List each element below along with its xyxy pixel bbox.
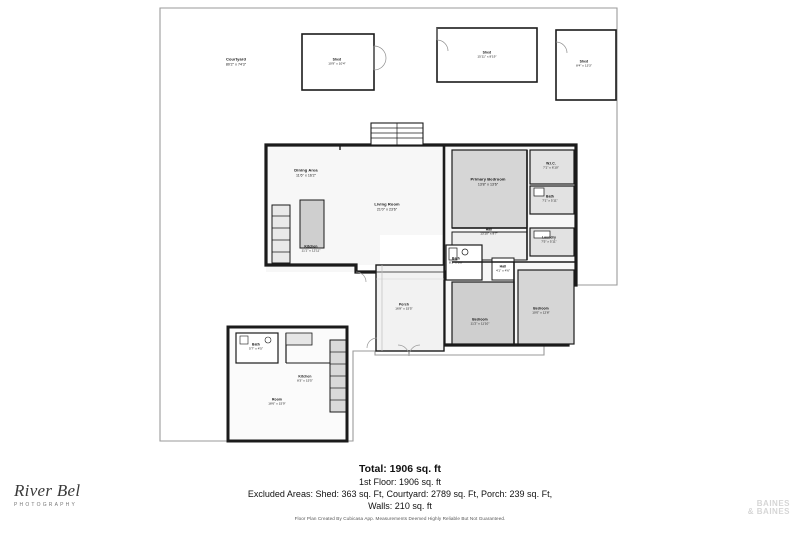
room-name: Porch — [398, 302, 410, 307]
room-name: Dining Area — [294, 167, 318, 173]
walls-area: Walls: 210 sq. ft — [368, 501, 432, 512]
room-dimensions: 11'1" x 12'11" — [301, 248, 321, 253]
room-name: Room — [271, 397, 282, 402]
guest-structure — [228, 327, 347, 441]
photographer-brand-name: River Bel — [14, 481, 81, 500]
plan-credit: Floor Plan Created By Cubicasa App. Measurements Deemed Highly Reliable But Not Guaranteed. — [294, 516, 506, 521]
room-dimensions: 10'0" x 12'8" — [532, 310, 550, 315]
room-dimensions: 11'6" x 16'2" — [295, 173, 317, 178]
room-name: Shed — [482, 50, 492, 55]
first-floor-area: 1st Floor: 1906 sq. ft — [358, 477, 442, 488]
room-dimensions: 7'5" x 5'11" — [541, 239, 557, 244]
house-gray-fills — [446, 150, 574, 344]
room-dimensions: 80'2" x 74'3" — [225, 62, 247, 67]
total-area: Total: 1906 sq. ft — [358, 463, 442, 475]
watermark-line-2: & BAINES — [747, 507, 790, 516]
room-name: Bath — [452, 256, 460, 261]
room-name: Bath — [546, 194, 554, 199]
shed-2 — [437, 28, 537, 82]
excluded-areas: Excluded Areas: Shed: 363 sq. Ft, Courtyard: 2789 sq. Ft, Porch: 239 sq. Ft, — [247, 489, 553, 500]
room-name: Kitchen — [304, 244, 318, 249]
room-name: Bedroom — [472, 317, 488, 322]
watermark-logo — [748, 500, 790, 516]
room-name: Shed — [332, 57, 342, 62]
room-name: Laundry — [541, 235, 557, 240]
room-dimensions: 18'6" x 15'9" — [268, 401, 286, 406]
room-name: W.I.C. — [546, 161, 556, 166]
photographer-brand-subtitle: PHOTOGRAPHY — [14, 502, 78, 508]
room-dimensions: 16'8" x 15'5" — [395, 306, 413, 311]
room-dimensions: 13'10" x 8'7" — [480, 231, 498, 236]
room-dimensions: 7'1" x 6'10" — [543, 165, 559, 170]
room-name: Primary Bedroom — [470, 176, 506, 182]
room-dimensions: 10'9" x 10'4" — [328, 61, 346, 66]
room-name: Hall — [485, 227, 493, 232]
room-dimensions: 8'1" x 8'0" — [448, 260, 464, 265]
room-name: Bedroom — [533, 306, 549, 311]
room-dimensions: 8'4" x 13'3" — [576, 63, 592, 68]
room-name: Courtyard — [225, 56, 247, 62]
room-name: Bath — [252, 342, 260, 347]
room-dimensions: 11'2" x 11'10" — [470, 321, 490, 326]
room-dimensions: 7'1" x 5'11" — [542, 198, 558, 203]
room-dimensions: 21'0" x 23'6" — [376, 207, 398, 212]
room-dimensions: 8'3" x 15'5" — [297, 378, 313, 383]
porch-area — [376, 265, 444, 351]
photographer-logo — [14, 482, 134, 518]
room-name: Kitchen — [298, 374, 312, 379]
room-name: Hall — [499, 264, 507, 269]
room-name: Shed — [579, 59, 589, 64]
shed-3 — [556, 30, 616, 100]
room-dimensions: 5'7" x 4'5" — [248, 346, 264, 351]
room-dimensions: 13'8" x 13'6" — [477, 182, 499, 187]
room-dimensions: 15'11" x 8'19" — [477, 54, 497, 59]
room-name: Living Room — [374, 201, 400, 207]
shed-1 — [302, 34, 386, 90]
room-dimensions: 4'1" x 4'6" — [495, 268, 511, 273]
watermark-line-1: BAINES — [756, 499, 790, 508]
